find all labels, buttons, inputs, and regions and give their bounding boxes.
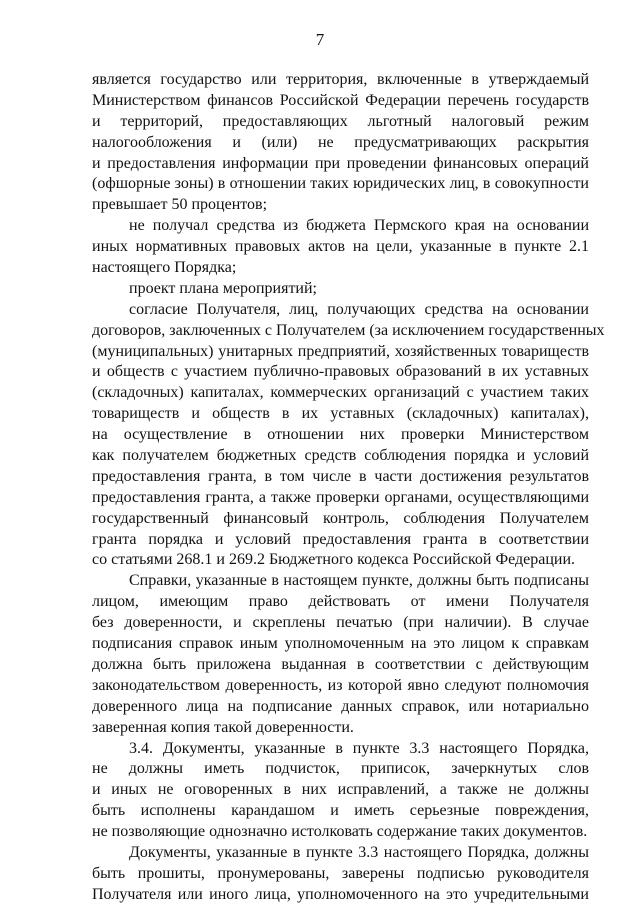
paragraph xyxy=(92,739,589,843)
text-line: предоставления гранта, а также проверки органами, осуществляющими xyxy=(92,488,589,506)
text-line: Справки, указанные в настоящем пункте, должны быть подписаны xyxy=(129,572,589,590)
text-line: (муниципальных) унитарных предприятий, хозяйственных товариществ xyxy=(92,342,589,360)
text-line: и предоставления информации при проведении финансовых операций xyxy=(92,154,589,172)
text-line: быть прошиты, пронумерованы, заверены подписью руководителя xyxy=(92,864,589,882)
text-line: товариществ и обществ в их уставных (складочных) капиталах), xyxy=(92,405,589,423)
paragraph xyxy=(92,279,589,300)
text-line: должна быть приложена выданная в соответствии с действующим xyxy=(92,655,589,673)
text-line: Получателя или иного лица, уполномоченного на это учредительными xyxy=(92,885,589,903)
text-line: Министерством финансов Российской Федерации перечень государств xyxy=(92,91,589,109)
text-line: законодательством доверенность, из которой явно следуют полномочия xyxy=(92,676,589,694)
paragraph xyxy=(92,70,589,216)
text-line: быть исполнены карандашом и иметь серьезные повреждения, xyxy=(92,802,589,820)
text-line: налогообложения и (или) не предусматривающих раскрытия xyxy=(92,133,589,151)
text-line: заверенная копия такой доверенности. xyxy=(92,718,354,736)
text-line: (складочных) капиталах, коммерческих организаций с участием таких xyxy=(92,384,589,402)
text-line: доверенного лица на подписание данных справок, или нотариально xyxy=(92,697,589,715)
text-line: настоящего Порядка; xyxy=(92,259,237,277)
text-line: гранта порядка и условий предоставления гранта в соответствии xyxy=(92,530,589,548)
text-line: со статьями 268.1 и 269.2 Бюджетного кодекса Российской Федерации. xyxy=(92,551,576,569)
paragraph xyxy=(92,571,589,738)
text-line: Документы, указанные в пункте 3.3 настоящего Порядка, должны xyxy=(129,843,589,861)
text-line: превышает 50 процентов; xyxy=(92,196,268,214)
text-line: государственный финансовый контроль, соблюдения Получателем xyxy=(92,509,589,527)
text-line: как получателем бюджетных средств соблюдения порядка и условий xyxy=(92,447,589,465)
text-line: проект плана мероприятий; xyxy=(129,279,317,297)
text-line: 3.4. Документы, указанные в пункте 3.3 настоящего Порядка, xyxy=(129,739,589,757)
text-line: подписания справок иным уполномоченным на это лицом к справкам xyxy=(92,635,589,653)
text-line: является государство или территория, включенные в утверждаемый xyxy=(92,71,589,88)
text-line: на осуществление в отношении них проверки Министерством xyxy=(92,426,589,444)
text-line: не получал средства из бюджета Пермского края на основании xyxy=(129,217,589,235)
text-line: и иных не оговоренных в них исправлений, а также не должны xyxy=(92,781,589,799)
text-line: иных нормативных правовых актов на цели, указанные в пункте 2.1 xyxy=(92,238,589,256)
text-line: без доверенности, и скреплены печатью (при наличии). В случае xyxy=(92,614,589,632)
text-line: и территорий, предоставляющих льготный налоговый режим xyxy=(92,112,589,130)
text-line: (офшорные зоны) в отношении таких юридических лиц, в совокупности xyxy=(92,175,589,193)
text-line: предоставления гранта, в том числе в части достижения результатов xyxy=(92,467,589,485)
text-line: не должны иметь подчисток, приписок, зачеркнутых слов xyxy=(92,760,589,778)
text-line: и обществ с участием публично-правовых образований в их уставных xyxy=(92,363,589,381)
text-line: договоров, заключенных с Получателем (за исключением государственных xyxy=(92,321,605,339)
paragraph xyxy=(92,843,589,906)
text-line: не позволяющие однозначно истолковать содержание таких документов. xyxy=(92,823,588,841)
text-line: согласие Получателя, лиц, получающих средства на основании xyxy=(129,300,589,318)
page-number: 7 xyxy=(315,30,325,49)
paragraph xyxy=(92,216,589,279)
paragraph xyxy=(92,300,605,572)
document-body xyxy=(92,70,605,906)
text-line: лицом, имеющим право действовать от имени Получателя xyxy=(92,593,589,611)
